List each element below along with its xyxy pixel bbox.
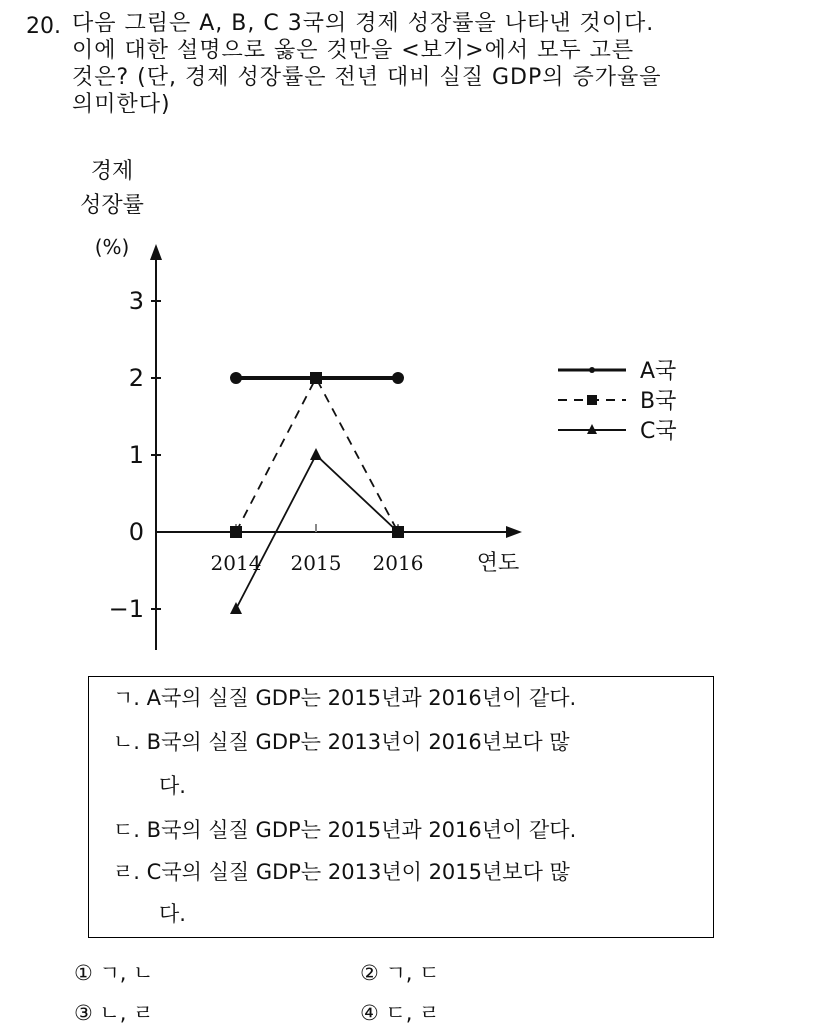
x-tick-label: 2015: [290, 551, 342, 575]
question-number: 20.: [26, 14, 61, 39]
statement-mark: ㄱ.: [113, 686, 140, 710]
chart-legend: [558, 359, 677, 444]
answer-choice-1[interactable]: [74, 958, 153, 988]
choice-label: ㄱ, ㄴ: [99, 961, 154, 985]
legend-label: B국: [640, 389, 677, 414]
legend-label: C국: [640, 419, 677, 444]
y-tick-label: 0: [128, 518, 144, 546]
question-line: 것은? (단, 경제 성장률은 전년 대비 실질 GDP의 증가율을: [72, 65, 662, 90]
data-point: [310, 448, 322, 460]
y-tick-label: 3: [128, 287, 144, 315]
question-line: 다음 그림은 A, B, C 3국의 경제 성장률을 나타낸 것이다.: [72, 11, 655, 36]
statements-box: [88, 676, 714, 938]
growth-rate-chart: [60, 150, 720, 660]
statement-continuation: 다.: [159, 774, 186, 798]
y-tick-label: −1: [108, 595, 144, 623]
legend-label: A국: [640, 359, 677, 384]
data-point: [587, 395, 597, 405]
statement-text: B국의 실질 GDP는 2015년과 2016년이 같다.: [146, 818, 577, 842]
answer-choice-3[interactable]: [74, 998, 153, 1028]
answer-choice-4[interactable]: [360, 998, 439, 1028]
x-axis-arrow: [506, 526, 522, 538]
statement-text: B국의 실질 GDP는 2013년이 2016년보다 많: [146, 730, 570, 754]
statement-mark: ㄷ.: [113, 818, 140, 842]
data-point: [589, 367, 595, 373]
question-text: [72, 10, 792, 118]
data-point: [230, 372, 242, 384]
statement-text: A국의 실질 GDP는 2015년과 2016년이 같다.: [146, 686, 577, 710]
chart-series: [230, 372, 404, 614]
choice-label: ㄴ, ㄹ: [99, 1001, 154, 1025]
statement-mark: ㄹ.: [113, 860, 140, 884]
y-axis-label: 경제: [90, 159, 134, 184]
question-line: 이에 대한 설명으로 옳은 것만을 <보기>에서 모두 고른: [72, 38, 635, 63]
question-line: 의미한다): [72, 92, 171, 117]
statement-mark: ㄴ.: [113, 730, 140, 754]
answer-choice-2[interactable]: [360, 958, 439, 988]
x-axis-label: 연도: [476, 551, 520, 576]
statement-row: [113, 809, 703, 851]
y-tick-label: 2: [128, 364, 144, 392]
x-tick-label: 2016: [372, 551, 424, 575]
x-tick-label: 2014: [210, 551, 262, 575]
y-axis-arrow: [150, 244, 162, 260]
y-tick-label: 1: [128, 441, 144, 469]
statement-row: [113, 677, 703, 719]
choice-number: ①: [74, 961, 93, 985]
choice-number: ④: [360, 1001, 379, 1025]
statement-row: [113, 851, 703, 893]
data-point: [230, 526, 242, 538]
data-point: [230, 602, 242, 614]
choice-number: ②: [360, 961, 379, 985]
y-axis-label: (%): [94, 235, 130, 259]
statement-continuation: 다.: [159, 902, 186, 926]
choice-number: ③: [74, 1001, 93, 1025]
y-axis-label: 성장률: [80, 193, 144, 218]
data-point: [310, 372, 322, 384]
choice-label: ㄷ, ㄹ: [385, 1001, 440, 1025]
data-point: [392, 372, 404, 384]
chart-axes: [109, 244, 522, 650]
choice-label: ㄱ, ㄷ: [385, 961, 440, 985]
statement-text: C국의 실질 GDP는 2013년이 2015년보다 많: [146, 860, 570, 884]
statement-row: [113, 721, 703, 763]
